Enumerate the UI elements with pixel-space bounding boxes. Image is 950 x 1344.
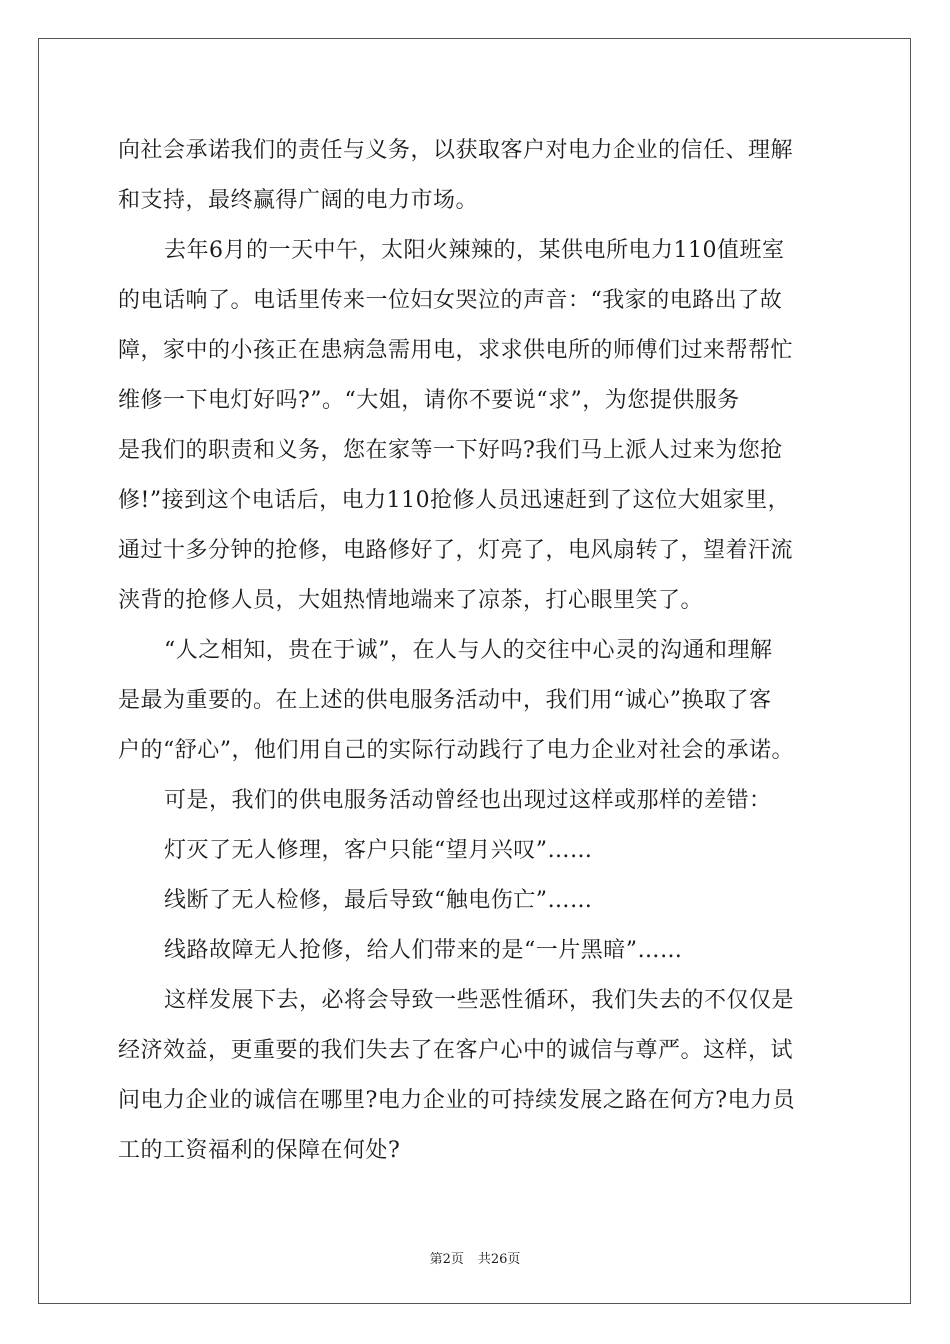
text-line: 经济效益，更重要的我们失去了在客户心中的诚信与尊严。这样，试 <box>118 1038 794 1063</box>
document-body <box>118 126 838 1176</box>
text-line: 可是，我们的供电服务活动曾经也出现过这样或那样的差错： <box>164 788 772 813</box>
text-line: 的电话响了。电话里传来一位妇女哭泣的声音：“我家的电路出了故 <box>118 288 783 313</box>
text-line: 是我们的职责和义务，您在家等一下好吗?我们马上派人过来为您抢 <box>118 438 783 463</box>
text-line: 是最为重要的。在上述的供电服务活动中，我们用“诚心”换取了客 <box>118 688 772 713</box>
text-line: 线路故障无人抢修，给人们带来的是“一片黑暗”…… <box>164 938 683 963</box>
text-line: 和支持，最终赢得广阔的电力市场。 <box>118 188 479 213</box>
text-line: 修!”接到这个电话后，电力110抢修人员迅速赶到了这位大姐家里， <box>118 488 791 513</box>
text-line: “人之相知，贵在于诚”，在人与人的交往中心灵的沟通和理解 <box>164 638 773 663</box>
page-number: 第2页 <box>429 1252 464 1267</box>
text-line: 户的“舒心”，他们用自己的实际行动践行了电力企业对社会的承诺。 <box>118 738 794 763</box>
text-line: 灯灭了无人修理，客户只能“望月兴叹”…… <box>164 838 593 863</box>
text-line: 这样发展下去，必将会导致一些恶性循环，我们失去的不仅仅是 <box>164 988 795 1013</box>
text-line: 障，家中的小孩正在患病急需用电，求求供电所的师傅们过来帮帮忙 <box>118 338 794 363</box>
text-line: 线断了无人检修，最后导致“触电伤亡”…… <box>164 888 593 913</box>
page-footer <box>0 1248 950 1267</box>
text-line: 去年6月的一天中午，太阳火辣辣的，某供电所电力110值班室 <box>164 238 785 263</box>
text-line: 浃背的抢修人员，大姐热情地端来了凉茶，打心眼里笑了。 <box>118 588 704 613</box>
text-line: 向社会承诺我们的责任与义务，以获取客户对电力企业的信任、理解 <box>118 138 794 163</box>
text-line: 工的工资福利的保障在何处? <box>118 1138 401 1163</box>
total-pages: 共26页 <box>477 1252 521 1267</box>
text-line: 问电力企业的诚信在哪里?电力企业的可持续发展之路在何方?电力员 <box>118 1088 796 1113</box>
text-line: 维修一下电灯好吗?”。“大姐，请你不要说“求”，为您提供服务 <box>118 388 740 413</box>
text-line: 通过十多分钟的抢修，电路修好了，灯亮了，电风扇转了，望着汗流 <box>118 538 794 563</box>
